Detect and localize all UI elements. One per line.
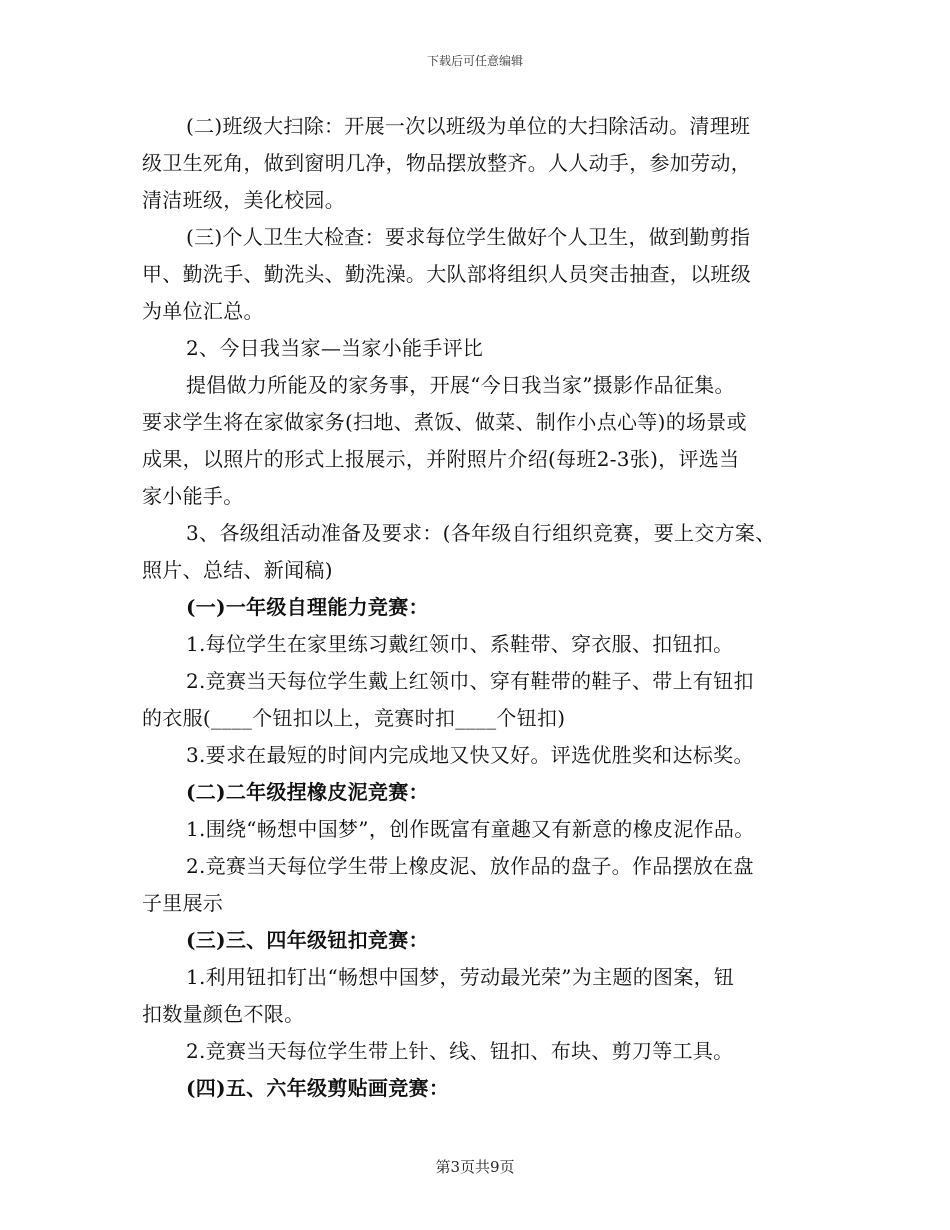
- page-footer: 第3页共9页: [435, 1158, 515, 1176]
- section-heading: [142, 515, 812, 589]
- text-line: 照片、总结、新闻稿): [142, 558, 333, 582]
- page-header: 下载后可任意编辑: [426, 54, 523, 68]
- text-line: (二)班级大扫除：开展一次以班级为单位的大扫除活动。清理班: [186, 114, 751, 138]
- paragraph: [142, 367, 812, 515]
- text-line: 子里展示: [142, 891, 224, 915]
- text-line: 2.竞赛当天每位学生带上橡皮泥、放作品的盘子。作品摆放在盘: [186, 854, 754, 878]
- text-line: 要求学生将在家做家务(扫地、煮饭、做菜、制作小点心等)的场景或: [142, 410, 747, 434]
- text-line: 1.利用钮扣钉出“畅想中国梦，劳动最光荣”为主题的图案，钮: [186, 965, 735, 989]
- subsection-heading: [142, 1070, 812, 1107]
- text-line: 扣数量颜色不限。: [142, 1002, 305, 1026]
- text-line: 甲、勤洗手、勤洗头、勤洗澡。大队部将组织人员突击抽查，以班级: [142, 262, 751, 286]
- text-line: 提倡做力所能及的家务事，开展“今日我当家”摄影作品征集。: [186, 373, 735, 397]
- list-item: [142, 1033, 812, 1070]
- text-line: (四)五、六年级剪贴画竞赛：: [186, 1076, 450, 1100]
- text-line: 3、各级组活动准备及要求：(各年级自行组织竞赛，要上交方案、: [186, 521, 776, 545]
- text-line: 2、今日我当家—当家小能手评比: [186, 336, 484, 360]
- paragraph: [142, 219, 812, 330]
- list-item: [142, 663, 812, 737]
- text-line: 2.竞赛当天每位学生带上针、线、钮扣、布块、剪刀等工具。: [186, 1039, 734, 1063]
- text-line: 家小能手。: [142, 484, 244, 508]
- subsection-heading: [142, 589, 812, 626]
- list-item: [142, 737, 812, 774]
- list-item: [142, 811, 812, 848]
- list-item: [142, 959, 812, 1033]
- text-line: 2.竞赛当天每位学生戴上红领巾、穿有鞋带的鞋子、带上有钮扣: [186, 669, 754, 693]
- paragraph: [142, 108, 812, 219]
- text-line: 为单位汇总。: [142, 299, 264, 323]
- text-line: 的衣服(____个钮扣以上，竞赛时扣____个钮扣): [142, 706, 566, 730]
- text-line: 3.要求在最短的时间内完成地又快又好。评选优胜奖和达标奖。: [186, 743, 754, 767]
- text-line: 成果，以照片的形式上报展示，并附照片介绍(每班2-3张)，评选当: [142, 447, 740, 471]
- text-line: 1.每位学生在家里练习戴红领巾、系鞋带、穿衣服、扣钮扣。: [186, 632, 734, 656]
- text-line: (三)三、四年级钮扣竞赛：: [186, 928, 429, 952]
- text-line: 清洁班级，美化校园。: [142, 188, 345, 212]
- subsection-heading: [142, 922, 812, 959]
- subsection-heading: [142, 774, 812, 811]
- document-body: [142, 108, 812, 1107]
- text-line: 1.围绕“畅想中国梦”，创作既富有童趣又有新意的橡皮泥作品。: [186, 817, 755, 841]
- text-line: (三)个人卫生大检查：要求每位学生做好个人卫生，做到勤剪指: [186, 225, 751, 249]
- text-line: (二)二年级捏橡皮泥竞赛：: [186, 780, 429, 804]
- section-heading: [142, 330, 812, 367]
- list-item: [142, 626, 812, 663]
- list-item: [142, 848, 812, 922]
- text-line: (一)一年级自理能力竞赛：: [186, 595, 429, 619]
- text-line: 级卫生死角，做到窗明几净，物品摆放整齐。人人动手，参加劳动，: [142, 151, 751, 175]
